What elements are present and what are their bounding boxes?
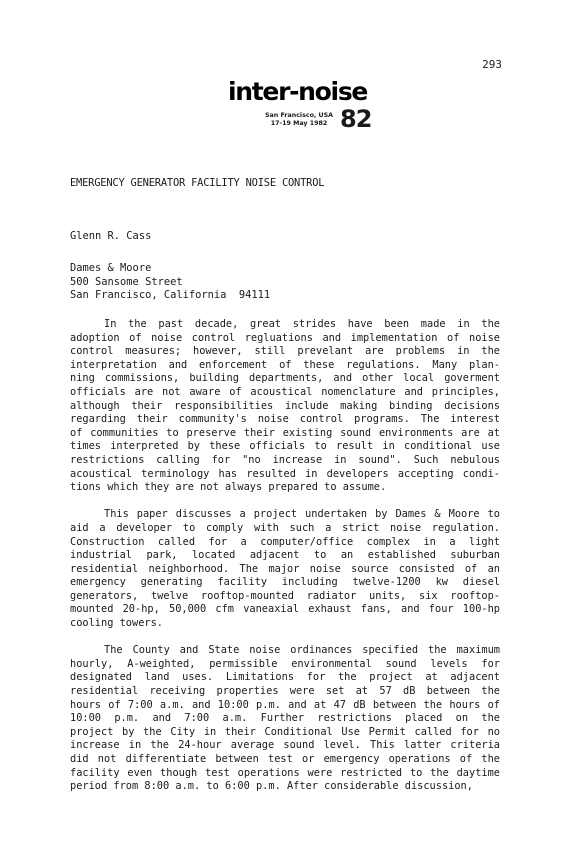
logo-year: 82 bbox=[340, 105, 372, 133]
paragraph-line: officials are not aware of acoustical nomenclature and principles, bbox=[70, 385, 500, 398]
paragraph-line: The County and State noise ordinances specified the maximum bbox=[104, 644, 500, 657]
logo-dates: 17-19 May 1982 bbox=[270, 120, 328, 127]
paragraph-line: tions which they are not always prepared to assume. bbox=[70, 481, 387, 494]
affiliation-line: San Francisco, California 94111 bbox=[70, 289, 271, 301]
logo-wordmark: inter-noise bbox=[228, 77, 368, 106]
paragraph-line: control measures; however, still prevelant are problems in the bbox=[70, 345, 500, 358]
page-number: 293 bbox=[482, 58, 502, 71]
paragraph-line: designated land uses. Limitations for the project at adjacent bbox=[70, 671, 500, 684]
paragraph bbox=[70, 318, 500, 495]
paragraph-line: although their responsibilities include making binding decisions bbox=[70, 399, 500, 412]
paragraph-line: increase in the 24-hour average sound level. This latter criteria bbox=[70, 739, 500, 752]
paragraph-line: adoption of noise control regluations and implementation of noise bbox=[70, 331, 500, 344]
paragraph-line: restrictions calling for "no increase in sound". Such nebulous bbox=[70, 453, 500, 466]
paragraph bbox=[70, 508, 500, 630]
paragraph-line: ning commissions, building departments, and other local goverment bbox=[70, 372, 500, 385]
paper-title: EMERGENCY GENERATOR FACILITY NOISE CONTROL bbox=[70, 177, 325, 189]
paragraph-line: interpretation and enforcement of these regulations. Many plan- bbox=[70, 358, 500, 371]
paragraph-line: residential receiving properties were set at 57 dB between the bbox=[70, 685, 500, 698]
logo-location bbox=[260, 112, 338, 128]
logo-place: San Francisco, USA bbox=[265, 112, 333, 119]
paragraph-line: acoustical terminology has resulted in developers accepting condi- bbox=[70, 467, 500, 480]
body-text bbox=[70, 318, 500, 807]
paragraph-line: emergency generating facility including twelve-1200 kw diesel bbox=[70, 576, 500, 589]
paragraph-line: times interpreted by these officials to result in conditional use bbox=[70, 440, 500, 453]
paragraph-line: In the past decade, great strides have been made in the bbox=[104, 318, 500, 330]
affiliation-line: 500 Sansome Street bbox=[70, 275, 183, 288]
paragraph-line: residential neighborhood. The major noise source consisted of an bbox=[70, 562, 500, 575]
paragraph-line: aid a developer to comply with such a strict noise regulation. bbox=[70, 521, 500, 534]
paragraph-line: hourly, A-weighted, permissible environmental sound levels for bbox=[70, 657, 500, 670]
paragraph-line: of communities to preserve their existing sound environments are at bbox=[70, 426, 500, 439]
paragraph-line: project by the City in their Conditional Use Permit called for no bbox=[70, 725, 500, 738]
affiliation-line: Dames & Moore bbox=[70, 262, 152, 274]
conference-logo bbox=[228, 78, 378, 138]
paragraph-line: facility even though test operations were restricted to the daytime bbox=[70, 766, 500, 779]
paragraph-line: regarding their community's noise control programs. The interest bbox=[70, 413, 500, 426]
paragraph-line: period from 8:00 a.m. to 6:00 p.m. After considerable discussion, bbox=[70, 780, 473, 793]
paragraph bbox=[70, 644, 500, 794]
paragraph-line: cooling towers. bbox=[70, 617, 163, 630]
paragraph-line: generators, twelve rooftop-mounted radiator units, six rooftop- bbox=[70, 589, 500, 602]
paragraph-line: mounted 20-hp, 50,000 cfm vaneaxial exhaust fans, and four 100-hp bbox=[70, 603, 500, 616]
paragraph-line: This paper discusses a project undertaken by Dames & Moore to bbox=[104, 508, 500, 521]
author-name: Glenn R. Cass bbox=[70, 230, 152, 242]
paragraph-line: 10:00 p.m. and 7:00 a.m. Further restrictions placed on the bbox=[70, 712, 500, 725]
paragraph-line: industrial park, located adjacent to an established suburban bbox=[70, 549, 500, 562]
author-affiliation bbox=[70, 262, 270, 303]
paragraph-line: Construction called for a computer/office complex in a light bbox=[70, 535, 500, 548]
paragraph-line: did not differentiate between test or emergency operations of the bbox=[70, 753, 500, 765]
paragraph-line: hours of 7:00 a.m. and 10:00 p.m. and at 47 dB between the hours of bbox=[70, 698, 500, 711]
